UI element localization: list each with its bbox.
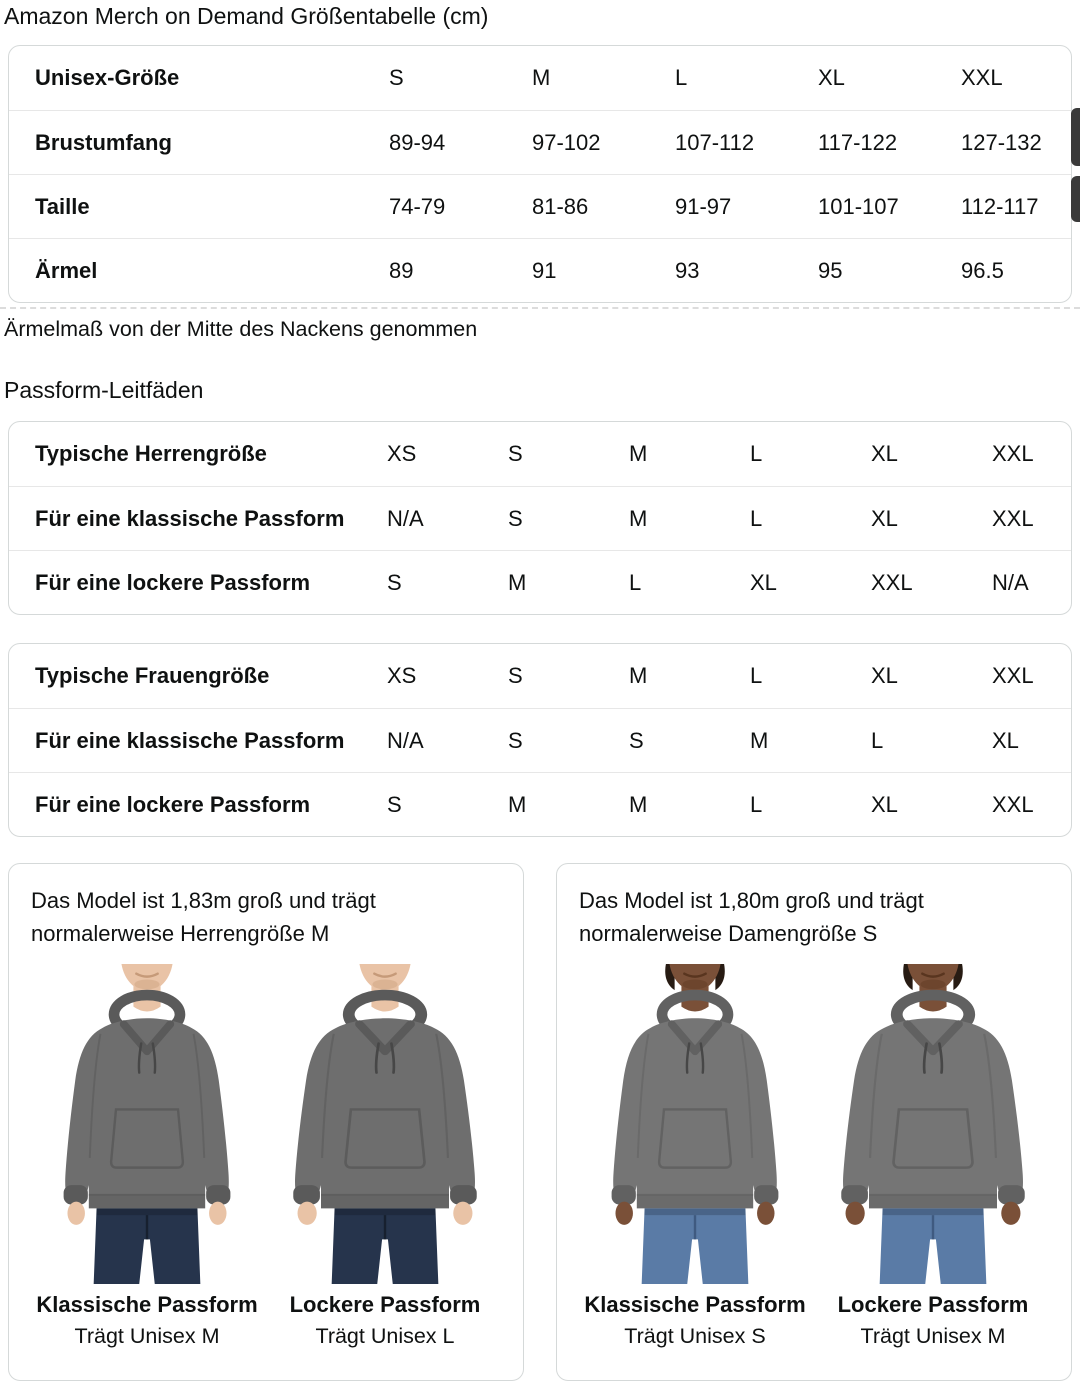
fit-label: Lockere Passform	[289, 1292, 481, 1317]
hand-left	[67, 1202, 84, 1225]
chin-shadow	[372, 980, 397, 990]
model-caption	[290, 1284, 481, 1349]
cuff-right	[998, 1185, 1025, 1204]
hem-band	[89, 1195, 205, 1209]
model-jeans	[880, 1208, 987, 1284]
size-value: XL	[871, 441, 898, 466]
size-label: Trägt Unisex M	[860, 1324, 1006, 1348]
size-value: 107-112	[675, 129, 755, 155]
size-value: L	[871, 727, 884, 753]
table-row	[9, 238, 1071, 302]
size-value: 93	[675, 257, 700, 283]
hand-right	[453, 1202, 472, 1225]
hem-band	[637, 1195, 753, 1209]
waist-shadow	[335, 1208, 436, 1215]
hand-left	[846, 1202, 865, 1225]
size-value: L	[750, 441, 763, 466]
size-value: XS	[387, 441, 417, 466]
model-caption	[584, 1284, 805, 1349]
size-value: XL	[871, 663, 898, 688]
table-row	[9, 708, 1071, 772]
size-value: 117-122	[818, 129, 898, 155]
scroll-indicator-bar[interactable]	[1071, 108, 1080, 166]
model-figure-male-loose	[269, 964, 501, 1349]
size-value: 127-132	[961, 129, 1042, 155]
size-value: N/A	[387, 505, 424, 531]
model-jeans	[332, 1208, 439, 1284]
size-value: L	[750, 505, 763, 531]
size-value: XXL	[961, 65, 1003, 90]
size-value: XL	[871, 505, 898, 531]
chin-shadow	[682, 980, 707, 990]
size-value: S	[508, 505, 523, 531]
row-label: Typische Frauengröße	[35, 663, 270, 688]
fit-guides-title: Passform-Leitfäden	[4, 377, 204, 403]
cuff-right	[754, 1185, 778, 1204]
size-label: Trägt Unisex M	[74, 1324, 220, 1348]
table-row	[9, 422, 1071, 486]
model-hoodie	[293, 995, 476, 1225]
fit-label: Klassische Passform	[584, 1292, 806, 1317]
row-label: Für eine klassische Passform	[35, 505, 345, 531]
row-label: Für eine klassische Passform	[35, 727, 345, 753]
fit-label: Klassische Passform	[36, 1292, 258, 1317]
size-label: Trägt Unisex L	[315, 1324, 455, 1348]
size-value: S	[508, 441, 523, 466]
model-hoodie	[612, 995, 779, 1225]
size-value: 81-86	[532, 193, 589, 219]
chin-shadow	[920, 980, 945, 990]
size-value: M	[629, 505, 648, 531]
size-value: S	[387, 569, 402, 595]
row-label: Für eine lockere Passform	[35, 791, 311, 817]
hand-left	[615, 1202, 632, 1225]
size-value: 96.5	[961, 257, 1004, 283]
hand-right	[757, 1202, 774, 1225]
table-row	[9, 110, 1071, 174]
cuff-left	[64, 1185, 88, 1204]
model-hoodie	[841, 995, 1024, 1225]
size-value: XXL	[992, 505, 1034, 531]
model-photo	[817, 964, 1049, 1284]
size-value: S	[387, 791, 402, 817]
size-value: M	[532, 65, 551, 90]
size-value: 91-97	[675, 193, 732, 219]
table-row	[9, 550, 1071, 614]
size-value: XL	[871, 791, 898, 817]
size-value: XXL	[871, 569, 913, 595]
model-card-heading: Das Model ist 1,80m groß und trägt normalerweise Damengröße S	[579, 888, 924, 946]
model-jeans	[642, 1208, 749, 1284]
size-value: N/A	[992, 569, 1029, 595]
size-value: 74-79	[389, 193, 446, 219]
model-jeans	[94, 1208, 201, 1284]
size-value: M	[508, 569, 527, 595]
row-label: Brustumfang	[35, 129, 172, 155]
model-figures	[31, 964, 501, 1349]
size-value: XL	[750, 569, 777, 595]
model-figures	[579, 964, 1049, 1349]
size-value: 95	[818, 257, 843, 283]
size-value: M	[629, 791, 648, 817]
scroll-indicator-bar[interactable]	[1071, 176, 1080, 222]
model-hoodie	[64, 995, 231, 1225]
size-value: M	[750, 727, 769, 753]
model-photo	[269, 964, 501, 1284]
model-photo	[31, 964, 263, 1284]
womens-fit-table	[8, 643, 1072, 837]
size-value: 101-107	[818, 193, 899, 219]
unisex-size-table	[8, 45, 1072, 303]
table-row	[9, 486, 1071, 550]
table-row	[9, 174, 1071, 238]
size-value: 112-117	[961, 193, 1039, 219]
size-value: M	[508, 791, 527, 817]
row-label: Typische Herrengröße	[35, 441, 267, 466]
cuff-right	[206, 1185, 230, 1204]
model-cards-row	[8, 863, 1072, 1381]
womens-model-card	[556, 863, 1072, 1381]
hand-left	[298, 1202, 317, 1225]
size-value: XXL	[992, 663, 1034, 688]
cuff-left	[841, 1185, 868, 1204]
size-value: XL	[818, 65, 845, 90]
size-value: N/A	[387, 727, 424, 753]
chin-shadow	[134, 980, 159, 990]
size-value: XL	[992, 727, 1019, 753]
dashed-divider	[0, 307, 1080, 309]
size-value: S	[508, 727, 523, 753]
model-caption	[36, 1284, 257, 1349]
model-photo	[579, 964, 811, 1284]
size-value: S	[508, 663, 523, 688]
model-figure-female-loose	[817, 964, 1049, 1349]
size-value: M	[629, 663, 648, 688]
size-value: XXL	[992, 441, 1034, 466]
size-value: L	[675, 65, 688, 90]
hand-right	[209, 1202, 226, 1225]
page-title: Amazon Merch on Demand Größentabelle (cm)	[4, 3, 489, 29]
waist-shadow	[883, 1208, 984, 1215]
waist-shadow	[97, 1208, 198, 1215]
size-value: XS	[387, 663, 417, 688]
model-caption	[838, 1284, 1029, 1349]
fit-label: Lockere Passform	[837, 1292, 1029, 1317]
table-row	[9, 644, 1071, 708]
hem-band	[321, 1195, 449, 1209]
size-value: 89	[389, 257, 414, 283]
size-value: S	[629, 727, 644, 753]
waist-shadow	[645, 1208, 746, 1215]
mens-model-card	[8, 863, 524, 1381]
model-figure-female-classic	[579, 964, 811, 1349]
model-card-heading: Das Model ist 1,83m groß und trägt normalerweise Herrengröße M	[31, 888, 376, 946]
row-label: Taille	[35, 193, 90, 219]
size-value: 97-102	[532, 129, 601, 155]
cuff-left	[293, 1185, 320, 1204]
size-value: L	[629, 569, 642, 595]
row-label: Für eine lockere Passform	[35, 569, 311, 595]
cuff-left	[612, 1185, 636, 1204]
row-label: Ärmel	[35, 257, 98, 283]
size-value: S	[389, 65, 404, 90]
cuff-right	[450, 1185, 477, 1204]
row-label: Unisex-Größe	[35, 65, 180, 90]
table-row	[9, 772, 1071, 836]
sleeve-measure-note: Ärmelmaß von der Mitte des Nackens genommen	[4, 317, 478, 341]
size-value: M	[629, 441, 648, 466]
model-figure-male-classic	[31, 964, 263, 1349]
size-value: L	[750, 791, 763, 817]
table-row	[9, 46, 1071, 110]
mens-fit-table	[8, 421, 1072, 615]
size-label: Trägt Unisex S	[624, 1324, 766, 1348]
hem-band	[869, 1195, 997, 1209]
hand-right	[1001, 1202, 1020, 1225]
size-value: 89-94	[389, 129, 446, 155]
size-value: XXL	[992, 791, 1034, 817]
size-value: 91	[532, 257, 557, 283]
size-value: L	[750, 663, 763, 688]
